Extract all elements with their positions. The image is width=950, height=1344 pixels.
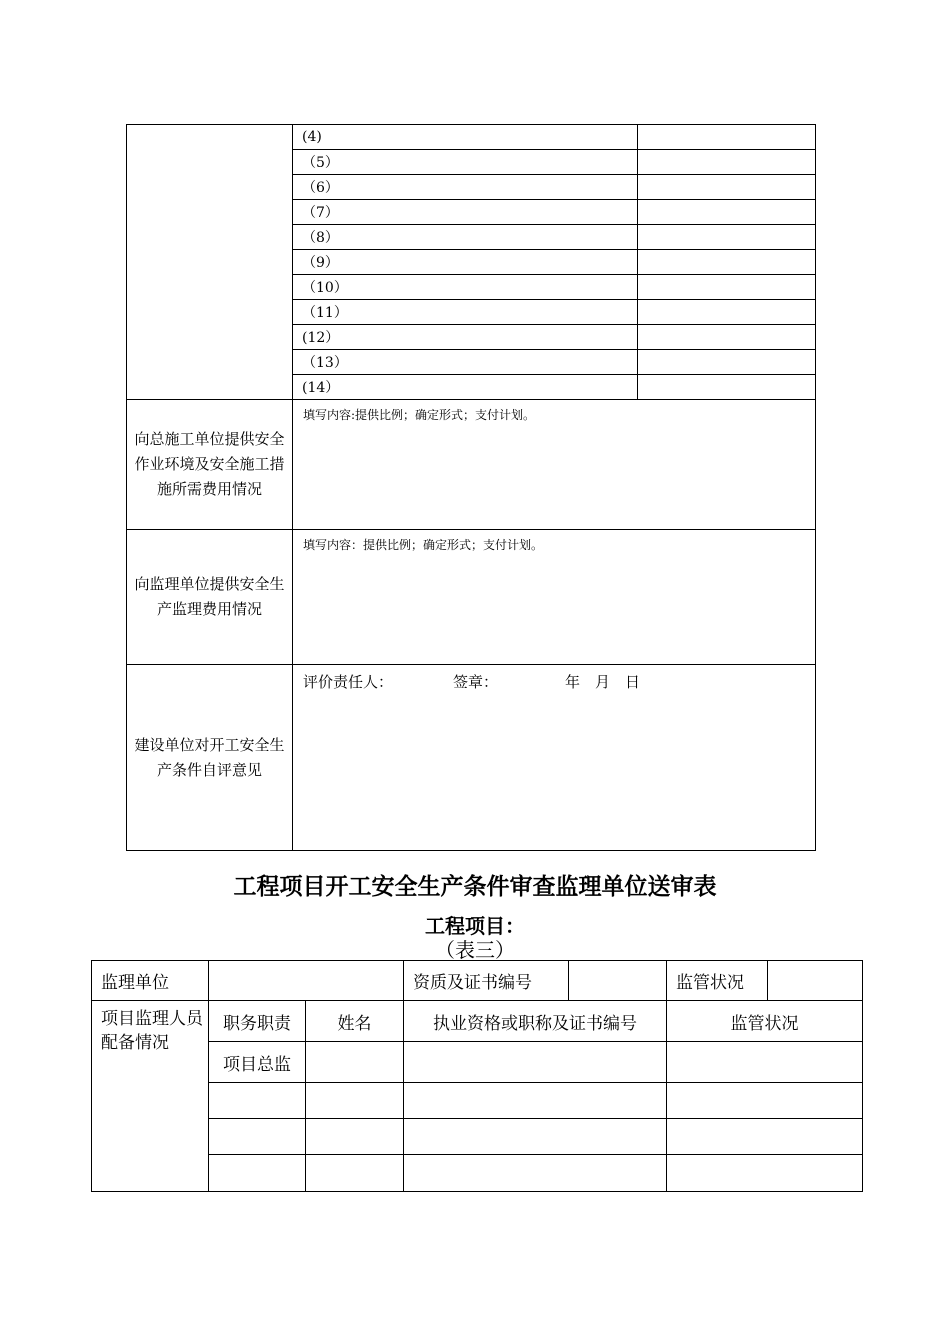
role-cell[interactable] (209, 1155, 306, 1192)
name-cell[interactable] (306, 1155, 404, 1192)
fill-instruction[interactable]: 填写内容：提供比例；确定形式；支付计划。 (293, 530, 816, 665)
item-number: （6） (293, 175, 638, 200)
item-value-cell[interactable] (638, 225, 816, 250)
fill-instruction[interactable]: 填写内容:提供比例；确定形式；支付计划。 (293, 400, 816, 530)
item-number: （8） (293, 225, 638, 250)
name-cell[interactable] (306, 1042, 404, 1083)
item-number: （10） (293, 275, 638, 300)
header-qualification: 执业资格或职称及证书编号 (404, 1001, 667, 1042)
status-cell[interactable] (768, 961, 863, 1001)
safety-conditions-table (126, 124, 816, 851)
self-evaluation-label: 建设单位对开工安全生产条件自评意见 (127, 665, 293, 851)
certificate-cell[interactable] (569, 961, 667, 1001)
item-number: (12） (293, 325, 638, 350)
role-cell: 项目总监 (209, 1042, 306, 1083)
supervision-unit-cell[interactable] (209, 961, 404, 1001)
project-label: 工程项目： (425, 914, 525, 938)
item-value-cell[interactable] (638, 275, 816, 300)
item-number: （9） (293, 250, 638, 275)
item-number: (4) (293, 125, 638, 150)
date-label: 年 月 日 (565, 673, 641, 691)
name-cell[interactable] (306, 1119, 404, 1155)
item-value-cell[interactable] (638, 300, 816, 325)
role-cell[interactable] (209, 1119, 306, 1155)
item-value-cell[interactable] (638, 250, 816, 275)
staff-label: 项目监理人员配备情况 (92, 1001, 209, 1192)
header-role: 职务职责 (209, 1001, 306, 1042)
role-cell[interactable] (209, 1083, 306, 1119)
item-number: （13） (293, 350, 638, 375)
header-name: 姓名 (306, 1001, 404, 1042)
status-label: 监管状况 (667, 961, 768, 1001)
item-number: （5） (293, 150, 638, 175)
item-number: （11） (293, 300, 638, 325)
item-value-cell[interactable] (638, 150, 816, 175)
certificate-label: 资质及证书编号 (404, 961, 569, 1001)
item-value-cell[interactable] (638, 125, 816, 150)
item-value-cell[interactable] (638, 175, 816, 200)
staff-status-cell[interactable] (667, 1119, 863, 1155)
seal-label: 签章： (453, 673, 499, 691)
item-value-cell[interactable] (638, 325, 816, 350)
self-evaluation-cell[interactable] (293, 665, 816, 851)
qualification-cell[interactable] (404, 1119, 667, 1155)
row-label: 向总施工单位提供安全作业环境及安全施工措施所需费用情况 (127, 400, 293, 530)
qualification-cell[interactable] (404, 1042, 667, 1083)
item-value-cell[interactable] (638, 350, 816, 375)
form-title: 工程项目开工安全生产条件审查监理单位送审表 (233, 873, 717, 900)
supervision-unit-table (91, 960, 863, 1192)
staff-status-cell[interactable] (667, 1155, 863, 1192)
item-value-cell[interactable] (638, 200, 816, 225)
header-status: 监管状况 (667, 1001, 863, 1042)
blank-label-cell (127, 125, 293, 400)
item-value-cell[interactable] (638, 375, 816, 400)
row-label: 向监理单位提供安全生产监理费用情况 (127, 530, 293, 665)
staff-status-cell[interactable] (667, 1042, 863, 1083)
table-number: （表三） (435, 938, 515, 962)
name-cell[interactable] (306, 1083, 404, 1119)
qualification-cell[interactable] (404, 1083, 667, 1119)
responsible-person-label: 评价责任人： (303, 673, 394, 691)
item-number: (14） (293, 375, 638, 400)
item-number: （7） (293, 200, 638, 225)
qualification-cell[interactable] (404, 1155, 667, 1192)
staff-status-cell[interactable] (667, 1083, 863, 1119)
supervision-unit-label: 监理单位 (92, 961, 209, 1001)
